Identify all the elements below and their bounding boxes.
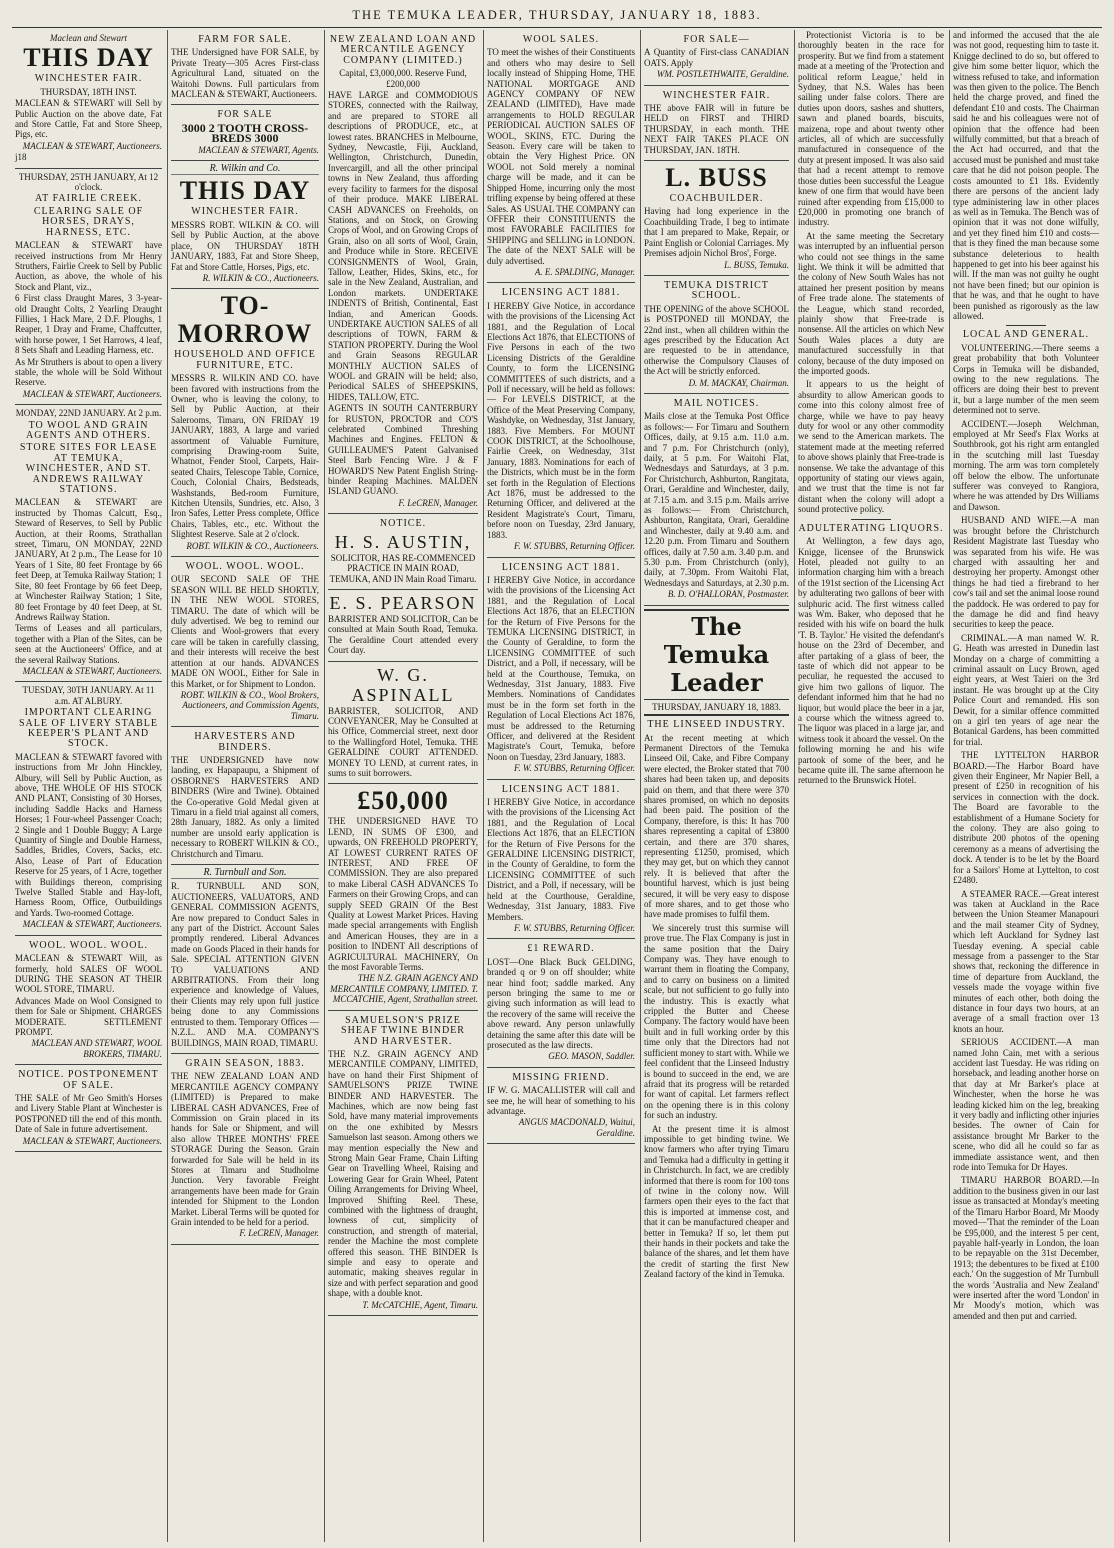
article-linseed-industry <box>644 720 789 1280</box>
ad-livery-stable-sale <box>15 682 162 935</box>
ad-aspinall-barrister <box>328 662 478 785</box>
ad-canadian-oats <box>644 30 789 86</box>
ad-title: WINCHESTER FAIR. <box>662 89 771 101</box>
ad-title: WOOL. WOOL. WOOL. <box>185 561 305 573</box>
ad-body: THE N.Z. GRAIN AGENCY AND MERCANTILE COMPANY, LIMITED, have on hand their First Shipment of SAMUELSON'S PRIZE TWINE BINDER AND HARVESTER. The Machines, which are now being fast Sold, have many material improvements on the one exhibited by Messrs Samuelson last season. Among others we may mention especially the New and Strong Main Gear Frame, Chain Lifting Gear on Travelling Wheel, Raising and Lowering Gear for Grain Wheel, Patent Oiling Arrangements for Driving Wheel, Improved Shifting Reel. These, combined with the lightness of draught, lowness of cut, simplicity of construction, and strength of material, render the Machine the most complete offered this season. THE BINDER Is simple and easy to operate and automatic, making sheaves regular in size and with perfect separation and good shape, with a double knot. <box>328 1048 478 1299</box>
ad-postponement <box>15 1065 162 1152</box>
ad-tomorrow-furniture <box>171 289 319 557</box>
ad-body: MACLEAN & STEWART will Sell by Public Auction on the above date, Fat and Store Cattle, Fat and Store Sheep, Pigs, etc. <box>15 98 162 140</box>
ad-subtitle: STORE SITES FOR LEASE AT TEMUKA, WINCHESTER, AND ST. ANDREWS RAILWAY STATIONS. <box>19 442 158 496</box>
ad-signature: D. M. MACKAY, Chairman. <box>688 377 789 388</box>
ad-money-to-lend <box>328 784 478 1010</box>
article-paragraph: CRIMINAL.—A man named W. R. G. Heath was arrested in Dunedin last Monday on a charge of committing a criminal assault on Lucy Brown, aged eight years, at West Taieri on the 3rd instant. He was brought up at the City Police Court and remanded. His son Dewit, for a similar offence committed on a girl ten years of age near the Botanical Gardens, has been committed for trial. <box>953 632 1099 747</box>
ad-subtitle: WINCHESTER FAIR. <box>34 73 143 85</box>
ad-signature: MACLEAN AND STEWART, WOOL BROKERS, TIMARU. <box>31 1038 162 1059</box>
ad-title: LICENSING ACT 1881. <box>501 783 621 795</box>
ad-body: MESSRS R. WILKIN AND CO. have been favored with instructions from the Owner, who is leaving the colony, to Sell by Public Auction, at their Salerooms, Timaru, ON FRIDAY 19 JANUARY, 1883, A large and varied assortment of Valuable Furniture, comprising Drawing-room Suite, Whatnot, Fender Stool, Carpets, Hair-seated Chairs, Telescope Table, Cornice, Couch, Colonial Chairs, Bedsteads, Washstands, Bed-room Furniture, Kitchen Utensils, Sundries, etc. Also, 3 Iron Safes, Letter Press complete, Office Chairs, Tables, etc., etc. Without the Slightest Reserve. Sale at 2 o'clock. <box>171 373 319 540</box>
ad-subtitle: WINCHESTER FAIR. <box>191 206 299 218</box>
ad-missing-friend <box>487 1068 635 1144</box>
ad-title: LICENSING ACT 1881. <box>501 287 621 299</box>
ad-subtitle: COACHBUILDER. <box>669 193 764 205</box>
ad-banner: Maclean and Stewart <box>50 33 127 43</box>
ad-signature: GEO. MASON, Saddler. <box>548 1051 635 1062</box>
ad-signature: F. W. STUBBS, Returning Officer. <box>514 922 635 933</box>
ad-date: THURSDAY, 25TH JANUARY, At 12 o'clock. <box>18 171 159 193</box>
ad-title: SAMUELSON'S PRIZE SHEAF TWINE BINDER AND HARVESTER. <box>341 1014 465 1047</box>
ad-body: I HEREBY Give Notice, in accordance with the provisions of the Licensing Act 1881, and the Regulation of Local Elections Act 1876, that an ELECTION for the Return of Five Persons for the TEMUKA LICENSING DISTRICT, in the County of Geraldine, to form the LICENSING COMMITTEE of such District, and a Poll, if necessary, will be held at the Courthouse, Temuka, on Wednesday, 31st January, 1883. Five Members. Nominations of Candidates must be in the form set forth in the Regulation of Local Elections Act 1876, must be addressed to the Returning Officer, and delivered at the Resident Magistrate's Court, Temuka, before Noon on Tuesday, 23rd January, 1883. <box>487 574 635 762</box>
ad-body: MACLEAN & STEWART Will, as formerly, hold SALES OF WOOL DURING THE SEASON AT THEIR WOOL STORE, TIMARU. <box>15 953 162 995</box>
article-paragraph: At the same meeting the Secretary was interrupted by an influential person who could not see things in the same light. We think it will be admitted that the colony of New South Wales has not attained her present position by means of Free trade alone. The statements of the League, which stand recorded, plainly show that Free-trade is nonsense. All the articles on which New South Wales places a duty are manufactured successfully in that colony, because of the duty imposed on the imported goods. <box>798 230 944 376</box>
ad-licensing-geraldine-county <box>487 283 635 557</box>
ad-mail-notices <box>644 394 789 606</box>
article-paragraph: It appears to us the height of absurdity to allow American goods to come into this colony almost free of charge, while we have to pay heavy duty for wool or any other commodity we send to the American markets. The statement made at the meeting referred to above shows plainly that Free-trade is nonsense. We take the advantage of this opportunity of stating our views again, and we trust that the time is not far distant when the colony will adopt a sound protective policy. <box>798 379 944 515</box>
ad-wool-sales-national <box>487 30 635 283</box>
ad-store-sites-lease <box>15 405 162 682</box>
ad-wilkin-this-day <box>171 161 319 289</box>
newspaper-dateline: THURSDAY, JANUARY 18, 1883. <box>644 701 789 716</box>
ad-nz-loan-mercantile <box>328 30 478 514</box>
ad-body: I HEREBY Give Notice, in accordance with the provisions of the Licensing Act 1881, and the Regulation of Local Elections Act 1876, that an ELECTION for the Return of Five Persons for the GERALDINE LICENSING DISTRICT, in the County of Geraldine, to form the LICENSING COMMITTEE of such District, and a Poll, if necessary, will be held at the Courthouse, Geraldine, Wednesday, 31st January, 1883. Five Members. <box>487 797 635 922</box>
ad-title: MISSING FRIEND. <box>512 1071 610 1083</box>
ad-signature: MACLEAN & STEWART, Auctioneers. <box>22 665 162 676</box>
ad-name: H. S. AUSTIN, <box>334 531 472 552</box>
ad-wool-sales <box>15 936 162 1065</box>
ad-place: AT FAIRLIE CREEK. <box>35 193 142 205</box>
ad-title: WOOL. WOOL. WOOL. <box>28 939 149 951</box>
ad-buss-coachbuilder <box>644 161 789 276</box>
article-divider <box>1006 325 1046 326</box>
ad-body: Mails close at the Temuka Post Office as follows:— For Timaru and Southern Offices, daily, at 9.15 a.m. 11.0 a.m. and 7 p.m. For Christchurch (only), daily, at 5 p.m. For Waitohi Flat, Wednesdays and Saturdays, at 3 p.m. For Christchurch, Ashburton, Rangitata, Orari, Geraldine and Winchester, daily, at 7.15 a.m. and 3.15 p.m. Mails arrive as follows:— From Christchurch, Ashburton, Rangitata, Orari, Geraldine and Winchester, daily at 9.40 a.m. and 12.20 p.m. From Timaru and Southern offices, daily at 7.50 a.m. 3.40 p.m. and 5.30 p.m. From Christchurch (only), daily, at 7.30pm. From Waitohi Flat, Wednesdays and Saturdays, at 2.30 p.m. <box>644 411 789 588</box>
ad-signature: MACLEAN & STEWART, Auctioneers. <box>22 919 162 930</box>
ad-body: MACLEAN & STEWART have received instructions from Mr Henry Struthers, Fairlie Creek to Sell by Public Auction, as above, the whole of his Stock and Plant, viz., <box>15 240 162 292</box>
ad-signature: MACLEAN & STEWART, Auctioneers. <box>22 1135 162 1146</box>
ad-this-day-winchester <box>15 30 162 169</box>
ad-signature: B. D. O'HALLORAN, Postmaster. <box>667 589 789 600</box>
column-7 <box>949 30 1102 1542</box>
article-paragraph: VOLUNTEERING.—There seems a great probability that both Volunteer Corps in Temuka will be disbanded, owing to the new regulations. The officers are doing their best to prevent it, but a large number of the men seem determined not to serve. <box>953 342 1099 416</box>
ad-body: THE UNDERSIGNED have now landing, ex Hapapaupu, a Shipment of OSBORNE'S HARVESTERS AND BINDERS (Wire and Twine). Obtained the Co-operative Gold Medal given at Timaru in a field trial against all comers, 28th January, 1882. As only a limited number are unsold early application is necessary to ROBERT WILKIN & CO., Christchurch and Timaru. <box>171 754 319 859</box>
ad-signature: F. W. STUBBS, Returning Officer. <box>514 763 635 774</box>
newspaper-page <box>12 30 1102 1542</box>
ad-title: NEW ZEALAND LOAN AND MERCANTILE AGENCY COMPANY (LIMITED.) <box>329 34 477 66</box>
ad-signature: ROBT. WILKIN & CO., Wool Brokers, Auctioneers, and Commission Agents, Timaru. <box>180 689 319 721</box>
column-6 <box>794 30 947 1542</box>
ad-body: OUR SECOND SALE OF THE SEASON WILL BE HELD SHORTLY, IN THE NEW WOOL STORES, TIMARU. The date of which will be duly advertised. We beg to remind our Clients and Wool-growers that every care will be taken in carefully classing, and their interests will receive the best attention at our hands. ADVANCES MADE ON WOOL, Either for Sale in this Market, or for Shipment to London. <box>171 574 319 689</box>
ad-signature: WM. POSTLETHWAITE, Geraldine. <box>656 69 789 80</box>
ad-body: THE NEW ZEALAND LOAN AND MERCANTILE AGENCY COMPANY (LIMITED) is Prepared to make LIBERAL CASH ADVANCES, Free of Commission on Grain placed in its hands for Sale or Shipment, and will also allow THREE MONTHS' FREE STORAGE During the Season. Grain forwarded for Sale will be held in its Stores at Timaru and Studholme Junction. Very favorable Freight arrangements have been made for Grain intended for Shipment to the London Market. Liberal Terms will be quoted for Grain intended to be held for a period. <box>171 1071 319 1227</box>
ad-signature: F. LeCREN, Manager. <box>239 1228 319 1239</box>
article-paragraph: HUSBAND AND WIFE.—A man was brought before the Christchurch Resident Magistrate last Tuesday who was separated from his wife. He was charged with assaulting her and destroying her property. Amongst other things he had tied a firebrand to her cow's tail and set the animal loose round the paddock. He was ordered to pay for the damage he did and find heavy securities to keep the peace. <box>953 515 1099 630</box>
ad-signature: ROBT. WILKIN & CO., Auctioneers. <box>186 540 319 551</box>
column-2 <box>167 30 322 1542</box>
ad-body: MACLEAN & STEWART are instructed by Thomas Calcutt, Esq., Steward of Reserves, to Sell by Public Auction, at their Rooms, Strathallan street, Timaru, ON MONDAY, 22ND JANUARY, At 2 p.m., The Lease for 10 Years of 1 Site, 80 feet Frontage by 66 feet Deep, at Temuka Railway Station; 1 Site, 80 feet Frontage by 66 feet Deep, at Winchester Railway Station; 1 Site, 80 feet Frontage by 40 feet Deep, at St. Andrews Railway Station. <box>15 497 162 622</box>
article-divider <box>851 519 891 520</box>
ad-signature: MACLEAN & STEWART, Agents. <box>198 144 319 155</box>
ad-pearson-barrister <box>328 590 478 662</box>
ad-signature: THE N.Z. GRAIN AGENCY AND MERCANTILE COMPANY, LIMITED. T. MCCATCHIE, Agent, Strathallan street. <box>330 973 478 1005</box>
column-1 <box>12 30 165 1542</box>
article-paragraph: At the recent meeting at which Permanent Directors of the Temuka Linseed Oil, Cake, and Fibre Company were elected, the Broker stated that 700 shares had been taken up, and deposits paid on them, and that there were 370 shares promised, on which no deposits had been paid. The position of the Company, therefore, is this: It has 700 shares representing a capital of £3800 certain, and there are 370 shares, representing £1250, promised, which they may get, but on which they cannot rely. It is believed that after the bountiful harvest, which is just being secured, it will be very easy to dispose of more shares, and to get those who have made promises to fulfil them. <box>644 732 789 920</box>
ad-title: NOTICE. POSTPONEMENT OF SALE. <box>18 1069 159 1091</box>
ad-signature: MACLEAN & STEWART, Auctioneers. <box>22 140 162 151</box>
ad-body: SOLICITOR, HAS RE-COMMENCED PRACTICE IN MAIN ROAD, TEMUKA, AND IN Main Road Timaru. <box>329 552 477 584</box>
ad-signature: A. E. SPALDING, Manager. <box>534 266 635 277</box>
ad-title: TEMUKA DISTRICT SCHOOL. <box>664 279 769 302</box>
article-paragraph: THE LYTTELTON HARBOR BOARD.—The Harbor Board have given their Engineer, Mr Napier Bell, a present of £250 in recognition of his services in connection with the dock. The Board are favorable to the establishment of a Humane Society for the colony. They are also going to distribute 200 photos of the opening ceremony as a means of advertising the dock. A tender is to be let by the Board for a Sailors' Home at Lyttelton, to cost £2480. <box>953 750 1099 886</box>
ad-title: £1 REWARD. <box>527 943 595 955</box>
ad-date: THURSDAY, 18TH INST. <box>40 86 137 97</box>
ad-body: BARRISTER AND SOLICITOR, Can be consulted at Main South Road, Temuka. The Geraldine Court attended every Court day. <box>328 613 478 656</box>
ad-signature: T. McCATCHIE, Agent, Timaru. <box>362 1299 478 1310</box>
ad-title: FOR SALE— <box>683 34 750 45</box>
ad-body: A Quantity of First-class CANADIAN OATS. Apply <box>644 47 789 68</box>
ad-title: TO WOOL AND GRAIN AGENTS AND OTHERS. <box>26 419 151 441</box>
ad-winchester-fair <box>644 86 789 161</box>
ad-austin-solicitor <box>328 514 478 590</box>
ad-date: TUESDAY, 30TH JANUARY. At 11 a.m. AT ALBURY. <box>22 685 155 706</box>
ad-title: THIS DAY <box>23 43 154 73</box>
newspaper-title: The Temuka Leader <box>644 609 789 700</box>
ad-name: W. G. ASPINALL <box>351 664 455 705</box>
ad-licensing-temuka <box>487 558 635 780</box>
masthead-rule <box>12 27 1102 28</box>
ad-body: R. TURNBULL AND SON, AUCTIONEERS, VALUATORS, AND GENERAL COMMISSION AGENTS, Are now prepared to Conduct Sales in any part of the District. Account Sales promptly rendered. Liberal Advances made on Goods Placed in their hands for Sale. SPECIAL ATTENTION GIVEN TO VALUATIONS AND ARBITRATIONS. From their long experience and knowledge of Values, their Clients may rely upon full justice being done to any Commissions entrusted to them. Temporary Offices — N.Z.L. AND M.A. COMPANY'S BUILDINGS, MAIN ROAD, TIMARU. <box>171 881 319 1048</box>
ad-reward <box>487 939 635 1067</box>
ad-items: 6 First class Draught Mares, 3 3-year-old Draught Colts, 2 Yearling Draught Fillies, 1 Hack Mare, 2 D.F. Ploughs, 1 Reaper, 1 Dray and Frame, Chaffcutter, with horse power, 1 Set Harrows, 4 leaf, 8 Sets Shaft and Leading Harness, etc. <box>15 293 162 356</box>
ad-headline: £50,000 <box>357 786 449 816</box>
ad-body: I HEREBY Give Notice, in accordance with the provisions of the Licensing Act 1881, and the Regulation of Local Elections Act 1876, that ELECTIONS of Five Persons in each of the two Licensing Districts of the Geraldine County, to form the LICENSING COMMITTEES of such districts, and a Poll if necessary, will be held as follows:— For LEVELS DISTRICT, at the Office of the Meat Preserving Company, Washdyke, on Wednesday, 31st January, 1883. Five Members. For MOUNT COOK DISTRICT, at the Schoolhouse, Fairlie Creek, on Wednesday, 31st January, 1883. Nominations for each of the Districts, which must be in the form set forth in the Regulation of Elections Act 1876, must be addressed to the Returning Officer, and delivered at the Resident Magistrate's Court, Timaru, before noon on Tuesday, 23rd January, 1883. <box>487 300 635 540</box>
ad-name: L. BUSS <box>665 163 768 193</box>
ad-banner: R. Wilkin and Co. <box>171 164 319 175</box>
article-paragraph: A STEAMER RACE.—Great interest was taken at Auckland in the Race between the Union Steamer Manapouri and the mail steamer City of Sydney, which left Auckland for Sydney last Tuesday evening. A special cable message from a passenger to the Star shows that, reckoning the difference in time of departure from Auckland, the vessels made the voyage within five minutes of each other, both doing the distance in four days two hours, at an average of a small fraction over 13 knots an hour. <box>953 888 1099 1034</box>
page-masthead: THE TEMUKA LEADER, THURSDAY, JANUARY 18, 1883. <box>352 8 762 22</box>
ad-agents: AGENTS IN SOUTH CANTERBURY for RUSTON, PROCTOR and CO'S celebrated Combined Threshing Machines and Engines. FELTON & GUILLEAUME'S Patent Galvanised Steel Barb Fencing Wire. J & F HOWARD'S New Patent English String-binder Reaping Machines. MALDEN ISLAND GUANO. <box>328 403 478 497</box>
ad-title: WOOL SALES. <box>522 34 600 45</box>
article-title: LOCAL AND GENERAL. <box>962 329 1090 341</box>
ad-grain-season <box>171 1054 319 1245</box>
ad-subtitle: HOUSEHOLD AND OFFICE FURNITURE, ETC. <box>174 349 316 371</box>
ad-body: LOST—One Black Buck GELDING, branded q or 9 on off shoulder; white near hind foot; saddle marked. Any person bringing the same to me or giving such information as will lead to the recovery of the same will receive the above reward. Any person unlawfully detaining the same after this date will be prosecuted as the law directs. <box>487 956 635 1050</box>
ad-crossbreds <box>171 105 319 161</box>
ad-title: FARM FOR SALE. <box>198 34 292 45</box>
ad-headline: 3000 2 TOOTH CROSS-BREDS 3000 <box>181 120 309 146</box>
ad-samuelson-binder <box>328 1011 478 1316</box>
ad-signature: MACLEAN & STEWART, Auctioneers. <box>22 388 162 399</box>
ad-note: As Mr Struthers is about to open a livery stable, the whole will be Sold Without Reserve. <box>15 356 162 388</box>
ad-title: NOTICE. <box>379 518 427 530</box>
ad-signature: L. BUSS, Temuka. <box>724 259 789 270</box>
ad-signature: ANGUS MACDONALD, Waitui, Geraldine. <box>518 1117 635 1138</box>
article-title: THE LINSEED INDUSTRY. <box>647 719 786 731</box>
column-5 <box>640 30 792 1542</box>
ad-body: BARRISTER, SOLICITOR, AND CONVEYANCER, May be Consulted at his Office, Commercial street, next door to the Wallingford Hotel, Temuka. THE GERALDINE COURT ATTENDED. MONEY TO LEND, at current rates, in sums to suit borrowers. <box>328 705 478 778</box>
article-paragraph: At the present time it is almost impossible to get binding twine. We know farmers who after trying Timaru and Temuka had a difficulty in getting it in Christchurch. In fact, we are credibly informed that there is room for 100 tons of twine in the colony now. Will farmers open their eyes to the fact that this is imported at immense cost, and that it can be manufactured cheaper and better in Temuka? If so, let them put their hands in their pockets and take the balance of the shares, and let them have the credit of starting the first New Zealand factory of the kind in Temuka. <box>644 1123 789 1280</box>
ad-title: IMPORTANT CLEARING SALE OF LIVERY STABLE KEEPER'S PLANT AND STOCK. <box>19 707 158 750</box>
ad-ref: j18 <box>15 152 27 163</box>
ad-title: TO-MORROW <box>177 291 313 349</box>
ad-body: THE above FAIR will in future be HELD on FIRST and THIRD THURSDAY, in each month. THE NEXT FAIR TAKES PLACE ON THURSDAY, JAN. 18TH. <box>644 103 789 155</box>
ad-harvesters-binders <box>171 727 319 865</box>
article-paragraph: SERIOUS ACCIDENT.—A man named John Cain, met with a serious accident last Tuesday. He was riding on horseback, and leading another horse on that day at Mr Barker's place at Winchester, when the horse he was leading kicked him on the leg, breaking it very badly and inflicting other injuries besides. The owner of Cain for assistance brought Mr Barker to the scene, who did all he could so far as immediate assistance went, and then rode into Temuka for Dr Hayes. <box>953 1037 1099 1173</box>
article-paragraph: TIMARU HARBOR BOARD.—In addition to the business given in our last issue as transacted at Monday's meeting of the Timaru Harbor Board, Mr Moody moved—'That the reminder of the Loan be £95,000, and the interest 5 per cent, payable half-yearly in London, the loan to be repayable on the 31st December, 1913; the debentures to be fixed at £100 each.' On the suggestion of Mr Turnbull the words 'Australia and New Zealand' were inserted after the word 'London' in Mr Moody's motion, which was amended and then put and carried. <box>953 1175 1099 1321</box>
ad-body: IF W. G. MACALLISTER will call and see me, he will hear of something to his advantage. <box>487 1085 635 1116</box>
ad-terms: Terms of Leases and all particulars, together with a Plan of the Sites, can be seen at the Auctioneers' Office, and at the several Railway Stations. <box>15 623 162 665</box>
ad-banner: R. Turnbull and Son. <box>171 868 319 879</box>
article-paragraph: We sincerely trust this surmise will prove true. The Flax Company is just in the same position that the Dairy Company was. They have enough to warrant them in floating the Company, and to carry on business on a limited scale, but not sufficient to go fully into the industry. This is exactly what crippled the Butter and Cheese Company. The factory would have been built and in full working order by this time only that the Directors had not sufficient money to start with. While we feel confident that the Linseed Industry is bound to succeed in the end, we are afraid that its progress will be retarded for want of capital. Let farmers reflect on the opening there is in this colony for such an industry. <box>644 922 789 1121</box>
ad-clearing-sale-horses <box>15 169 162 406</box>
ad-name: E. S. PEARSON <box>329 592 477 613</box>
ad-turnbull-and-son <box>171 865 319 1054</box>
ad-signature: F. LeCREN, Manager. <box>398 497 478 508</box>
ad-wilkin-wool <box>171 557 319 727</box>
ad-signature: R. WILKIN & CO., Auctioneers. <box>202 272 319 283</box>
ad-date: MONDAY, 22ND JANUARY. At 2 p.m. <box>15 408 162 419</box>
ad-title: GRAIN SEASON, 1883. <box>185 1057 305 1069</box>
ad-body: Having had long experience in the Coachbuilding Trade, I beg to intimate that I am prepared to Make, Repair, or Paint English or Colonial Carriages. My Premises adjoin Nichol Bros', Forge. <box>644 206 789 259</box>
article-paragraph: and informed the accused that the ale was not good, requesting him to taste it. Knigge declined to do so, but offered to give him some better liquor, which the witness refused to take, and information was then given to the police. The Bench held the charge proved, and fined the defendant £10 and costs. The Chairman said he and his colleagues were not of opinion that the offence had been wilfully committed, but that a breach of the Act had occurred, and that the accused must be punished and must take care that he did not poison people. The costs amounted to £1 18s. Evidently there are persons of the ancient lady type administering law in other places as well as in Temuka. The Bench was of opinion that it was not done wilfully, and yet they fined him £10 and costs—that is they fined the man because some substance deleterious to health happened to get into his beer against his will. If the man was not guilty he ought not have been fined; but our opinion is that he was, and that he ought to have been punished as rigorously as the law allowed. <box>953 30 1099 321</box>
ad-capital: Capital, £3,000,000. Reserve Fund, £200,000 <box>339 68 467 89</box>
article-paragraph: At Wellington, a few days ago, Knigge, licensee of the Brunswick Hotel, pleaded not guilty to an information charging him with a breach of the 191st section of the Licensing Act by adulterating two gallons of beer with sulphuric acid. The first witness called was Wm. Baker, who deposed that he resided with his wife on board the hulk 'T. B. Taylor.' He visited the defendant's house on the 23rd of December, and after partaking of a glass of beer, the taste of which did not appear to be peculiar, he requested the accused to give him two gallons of liquor. The defendant informed him that he had no liquor, but would place the beer in a jar, a course which the witness agreed to. The liquor was placed in a large jar, and witness took it aboard the vessel. On the following morning he and his wife partook of some of the beer, and he became quite ill. The same afternoon he returned to the Brunswick Hotel. <box>798 536 944 786</box>
ad-licensing-geraldine <box>487 780 635 940</box>
ad-body: THE SALE of Mr Geo Smith's Horses and Livery Stable Plant at Winchester is POSTPONED till the end of this month. Date of Sale in future advertisement. <box>15 1092 162 1135</box>
ad-title: MAIL NOTICES. <box>673 397 760 409</box>
ad-title: LICENSING ACT 1881. <box>501 561 621 573</box>
column-3 <box>324 30 481 1542</box>
ad-farm-for-sale <box>171 30 319 105</box>
ad-title: FOR SALE <box>217 109 273 121</box>
article-paragraph: ACCIDENT.—Joseph Welchman, employed at Mr Seed's Flax Works at Southbrook, got his right arm entangled in the scutching mill last Tuesday morning. The arm was torn completely off below the elbow. The unfortunate sufferer was conveyed to Rangiora, where he was attended by Drs Williams and Dawson. <box>953 418 1099 512</box>
article-paragraph: Protectionist Victoria is to be thoroughly beaten in the race for prosperity. But we find from a statement made at a meeting of the 'Protection and political reform League,' held in Sydney, that N.S. Wales has been sailing under false colors. There are duties upon doors, sashes and shutters, sawn and planed boards, biscuits, maizena, rope and about twenty other articles, all of which are successfully manufactured in consequence of the duty at present imposed. It was also said that had a recent attempt to remove those duties been successful the League knew of one firm that would have been ruined after expending from £15,000 to £20,000 in promoting one branch of industry. <box>798 30 944 228</box>
article-title: ADULTERATING LIQUORS. <box>798 522 944 534</box>
article-adulterating-continued <box>953 30 1099 1321</box>
ad-body: HAVE LARGE and COMMODIOUS STORES, connected with the Railway, and are prepared to STORE all descriptions of PRODUCE, etc., at lowest rates. BRANCHES in Melbourne, Sydney, Newcastle, Fiji, Auckland, Wellington, Christchurch, Dunedin, Invercargill, and all the other principal towns in New Zealand, thus affording every facility to farmers for the disposal of their produce. MAKE LIBERAL CASH ADVANCES on Freeholds, on Stations, and on Stock, on Growing Crops of Wool, and on Growing Crops of Grain, also on all sorts of Wool, Grain, and Produce while in Store. RECEIVE CONSIGNMENTS of Wool, Grain, Tallow, Leather, Hides, Skins, etc., for sale in the New Zealand, Australian, and London markets. UNDERTAKE INDENTS of British, Continental, East Indian, and American Goods. UNDERTAKE AUCTION SALES of all descriptions of TOWN, FARM & STATION PROPERTY. During the Wool and Grain Seasons REGULAR MONTHLY AUCTION SALES of WOOL and GRAIN will be held; also, Periodical SALES of SHEEPSKINS, HIDES, TALLOW, ETC. <box>328 90 478 402</box>
ad-district-school <box>644 276 789 394</box>
ad-title: HARVESTERS AND BINDERS. <box>194 731 296 753</box>
ad-body: MACLEAN & STEWART favored with instructions from Mr John Hinckley, Albury, will Sell by Public Auction, as above, THE WHOLE OF HIS STOCK AND PLANT, Consisting of 30 Horses, including Saddle Hacks and Harness Horses; 1 Four-wheel Passenger Coach; 2 Single and 1 Double Buggy; A Large Quantity of Single and Double Harness, Saddles, Bridles, Covers, Sacks, etc. Also, Lease of Part of Education Reserve for 25 years, of 1 Acre, together with Buildings thereon, comprising Twelve Stalled Stable and Hay-loft, Harness Room, Office, Outbuildings and Yards. Two-roomed Cottage. <box>15 751 162 918</box>
ad-title: CLEARING SALE OF HORSES, DRAYS, HARNESS, ETC. <box>33 205 144 238</box>
ad-body: THE OPENING of the above SCHOOL is POSTPONED till MONDAY, the 22nd inst., when all children within the ages prescribed by the Education Act are requested to be in attendance, otherwise the Compulsory Clauses of the Act will be strictly enforced. <box>644 303 789 377</box>
ad-body: MESSRS ROBT. WILKIN & CO. will Sell by Public Auction, at the above place, ON THURSDAY 18TH JANUARY, 1883, Fat and Store Sheep, Fat and Store Cattle, Horses, Pigs, etc. <box>171 219 319 272</box>
ad-body: THE Undersigned have FOR SALE, by Private Treaty—305 Acres First-class Agricultural Land, situated on the Waitohi Downs. Full particulars from MACLEAN & STEWART, Auctioneers. <box>171 47 319 100</box>
article-linseed-continued <box>798 30 944 786</box>
ad-signature: F. W. STUBBS, Returning Officer. <box>514 541 635 552</box>
ad-body: THE UNDERSIGNED HAVE TO LEND, IN SUMS OF £300, and upwards, ON FREEHOLD PROPERTY, AT LOWEST CURRENT RATES OF INTEREST, AND FREE OF COMMISSION. They are also prepared to make Liberal CASH ADVANCES To Farmers on their Growing Crops, and can supply SEED GRAIN Of the Best Quality at Lowest Market Prices. Having made special arrangements with English and American Houses, they are in a position to INDENT All descriptions of AGRICULTURAL MACHINERY, On the most Favorable Terms. <box>328 816 478 973</box>
ad-body: TO meet the wishes of their Constituents and others who may desire to Sell locally instead of Shipping Home, THE NATIONAL MORTGAGE AND AGENCY COMPANY OF NEW ZEALAND (LIMITED), Have made arrangements to HOLD REGULAR PERIODICAL AUCTION SALES OF WOOL, SKINS, ETC. During the Season. Every care will be taken to obtain the Very Highest Price. ON WOOL not Sold merely a nominal charge will be made, and it can be Shipped Home, incurring only the most trifling expense by being offered at these Sales. AS USUAL THE COMPANY can OFFER their CONSTITUENTS the most FAVORABLE FACILITIES for SHIPPING and SELLING in LONDON. The date of the NEXT SALE will be duly advertised. <box>487 47 635 266</box>
column-4 <box>483 30 638 1542</box>
ad-subtitle: Advances Made on Wool Consigned to them for Sale or Shipment. CHARGES MODERATE. SETTLEMENT PROMPT. <box>15 995 162 1037</box>
ad-title: THIS DAY <box>179 176 311 206</box>
